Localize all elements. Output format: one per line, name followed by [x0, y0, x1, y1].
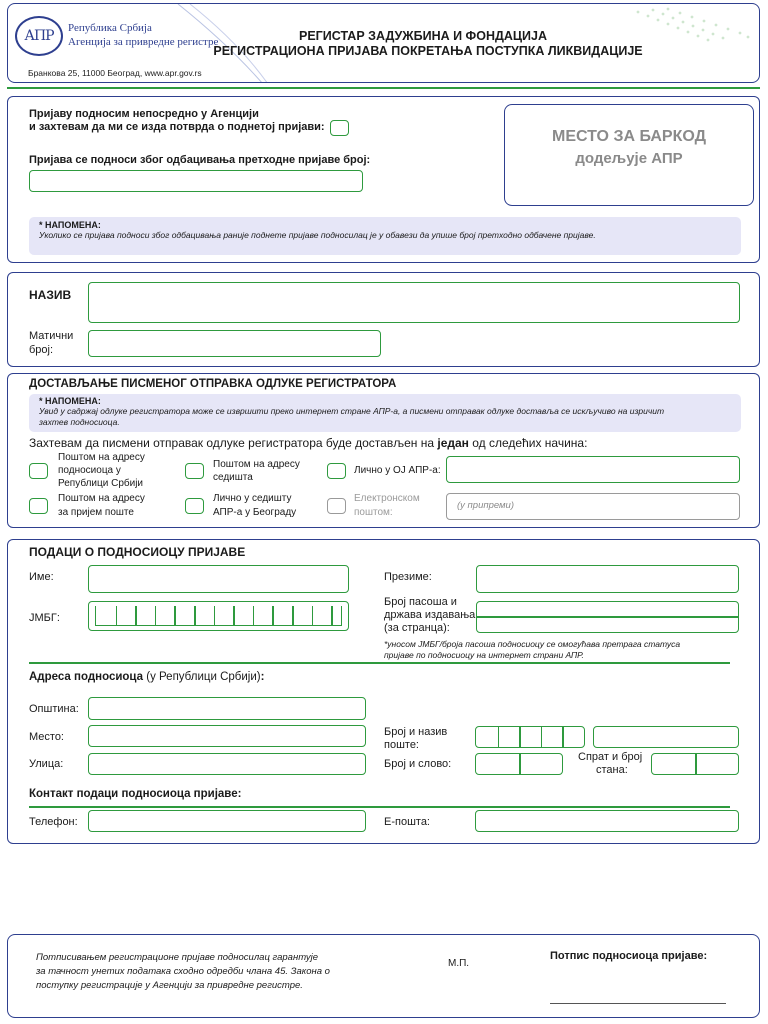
contact-title: Контакт подаци подносиоца пријаве:	[29, 788, 242, 800]
post-office-label-1: Поштом на адресу	[58, 493, 145, 504]
last-name-label: Презиме:	[384, 571, 432, 583]
delivery-request-text	[29, 436, 587, 450]
delivery-title: ДОСТАВЉАЊЕ ПИСМЕНОГ ОТПРАВКА ОДЛУКЕ РЕГИСТРАТОРА	[29, 378, 397, 390]
email-label: Е-пошта:	[384, 816, 430, 828]
delivery-request-before: Захтевам да писмени отправак одлуке регистратора буде достављен на	[29, 436, 438, 450]
applicant-divider	[29, 662, 730, 664]
submission-note-text: Уколико се пријава подноси због одбацивања раније поднете пријаве подносилац је у обавези да упише број претходно одбачене пријаве.	[39, 230, 596, 240]
floor-label-2: стана:	[596, 764, 628, 776]
address-title-rest: (у Републици Србији)	[143, 671, 261, 683]
direct-submission-checkbox[interactable]	[330, 120, 349, 136]
passport-input[interactable]	[476, 601, 739, 633]
phone-input[interactable]	[88, 810, 366, 832]
street-input[interactable]	[88, 753, 366, 775]
place-input[interactable]	[88, 725, 366, 747]
email-delivery-label-2: поштом:	[354, 507, 393, 518]
post-seat-label-1: Поштом на адресу	[213, 459, 300, 470]
first-name-input[interactable]	[88, 565, 349, 593]
delivery-note	[29, 394, 741, 432]
address-title-bold: Адреса подносиоца	[29, 671, 144, 683]
post-serbia-checkbox[interactable]	[29, 463, 48, 479]
signature-statement-3: поступку регистрације у Агенцији за привредне регистре.	[36, 980, 303, 991]
entity-name-label: НАЗИВ	[29, 288, 72, 302]
direct-submission-label-1: Пријаву подносим непосредно у Агенцији	[29, 108, 259, 120]
personal-oj-label: Лично у ОЈ АПР-а:	[354, 465, 441, 476]
rejected-application-label: Пријава се подноси због одбацивања претходне пријаве број:	[29, 154, 371, 166]
postal-label-2: поште:	[384, 739, 419, 751]
org-line-1: Република Србија	[68, 22, 152, 34]
personal-oj-checkbox[interactable]	[327, 463, 346, 479]
logo-text: АПР	[24, 28, 54, 44]
signature-section	[7, 934, 760, 1018]
post-office-label-2: за пријем поште	[58, 507, 134, 518]
apr-logo	[15, 16, 63, 56]
personal-belgrade-label-1: Лично у седишту	[213, 493, 292, 504]
form-title-line-1: РЕГИСТАР ЗАДУЖБИНА И ФОНДАЦИЈА	[299, 29, 547, 43]
email-delivery-label-1: Електронском	[354, 493, 420, 504]
personal-oj-input[interactable]	[446, 456, 740, 483]
jmbg-note-1: *уносом ЈМБГ/броја пасоша подносиоцу се омогућава претрага статуса	[384, 639, 681, 649]
personal-belgrade-checkbox[interactable]	[185, 498, 204, 514]
street-label: Улица:	[29, 758, 64, 770]
stamp-label: М.П.	[448, 958, 470, 969]
email-input[interactable]	[475, 810, 739, 832]
rejected-application-number-input[interactable]	[29, 170, 363, 192]
address-title-colon: :	[260, 671, 265, 683]
submission-section	[7, 96, 760, 263]
registration-number-input[interactable]	[88, 330, 381, 357]
postal-label-1: Број и назив	[384, 726, 448, 738]
barcode-subtitle: додељује АПР	[575, 150, 683, 167]
last-name-input[interactable]	[476, 565, 739, 593]
submission-note-title: * НАПОМЕНА:	[39, 220, 101, 230]
municipality-label: Општина:	[29, 703, 79, 715]
jmbg-digit-cells	[95, 606, 342, 626]
passport-divider	[477, 616, 738, 618]
submission-note	[29, 217, 741, 255]
header-divider	[7, 87, 760, 89]
registration-number-label-2: број:	[29, 344, 54, 356]
jmbg-input[interactable]	[88, 601, 349, 631]
post-office-checkbox[interactable]	[29, 498, 48, 514]
org-line-2: Агенција за привредне регистре	[68, 36, 219, 48]
signature-statement-1: Потписивањем регистрационе пријаве подносилац гарантује	[36, 952, 319, 963]
delivery-request-bold: један	[437, 436, 469, 450]
house-number-input[interactable]	[475, 753, 563, 775]
delivery-note-text-1: Увид у садржај одлуке регистратора може се извршити преко интернет стране АПР-а, а писмени отправак одлуке доставља се искључиво на изричит	[39, 406, 665, 416]
email-delivery-input[interactable]	[446, 493, 740, 520]
jmbg-label: ЈМБГ:	[29, 612, 60, 624]
barcode-title: МЕСТО ЗА БАРКОД	[552, 128, 706, 145]
delivery-section	[7, 373, 760, 528]
email-delivery-placeholder: (у припреми)	[457, 500, 514, 511]
first-name-label: Име:	[29, 571, 54, 583]
applicant-title: ПОДАЦИ О ПОДНОСИОЦУ ПРИЈАВЕ	[29, 545, 246, 559]
municipality-input[interactable]	[88, 697, 366, 720]
post-serbia-label-2: подносиоца у	[58, 465, 121, 476]
post-serbia-label-1: Поштом на адресу	[58, 452, 145, 463]
signature-label: Потпис подносиоца пријаве:	[550, 950, 708, 962]
postal-code-input[interactable]	[475, 726, 585, 748]
barcode-area	[504, 104, 754, 206]
delivery-request-after: од следећих начина:	[468, 436, 588, 450]
passport-label-2: држава издавања	[384, 609, 476, 621]
contact-divider	[29, 806, 730, 808]
passport-label-3: (за странца):	[384, 622, 450, 634]
entity-name-input[interactable]	[88, 282, 740, 323]
registration-number-label-1: Матични	[29, 330, 74, 342]
place-label: Место:	[29, 731, 64, 743]
form-title-line-2: РЕГИСТРАЦИОНА ПРИЈАВА ПОКРЕТАЊА ПОСТУПКА ЛИКВИДАЦИЈЕ	[213, 44, 643, 58]
post-serbia-label-3: Републици Србији	[58, 478, 144, 489]
house-number-label: Број и слово:	[384, 758, 452, 770]
delivery-note-text-2: захтев подносиоца.	[39, 417, 120, 427]
passport-label-1: Број пасоша и	[384, 596, 457, 608]
email-delivery-checkbox[interactable]	[327, 498, 346, 514]
signature-statement-2: за тачност унетих података сходно одредби члана 45. Закона о	[36, 966, 330, 977]
postal-name-input[interactable]	[593, 726, 739, 748]
phone-label: Телефон:	[29, 816, 78, 828]
applicant-section	[7, 539, 760, 844]
floor-label-1: Спрат и број	[578, 751, 643, 763]
address-title	[29, 671, 264, 684]
org-address: Бранкова 25, 11000 Београд, www.apr.gov.rs	[28, 68, 202, 78]
post-seat-checkbox[interactable]	[185, 463, 204, 479]
entity-section	[7, 272, 760, 367]
delivery-note-title: * НАПОМЕНА:	[39, 396, 101, 406]
personal-belgrade-label-2: АПР-а у Београду	[213, 507, 297, 518]
post-seat-label-2: седишта	[213, 472, 253, 483]
direct-submission-label-2: и захтевам да ми се изда потврда о поднетој пријави:	[29, 121, 325, 133]
signature-line[interactable]	[550, 1003, 726, 1004]
header-panel	[7, 3, 760, 83]
floor-apartment-input[interactable]	[651, 753, 739, 775]
jmbg-note-2: пријаве по подносиоцу на интернет страни АПР.	[384, 650, 584, 660]
